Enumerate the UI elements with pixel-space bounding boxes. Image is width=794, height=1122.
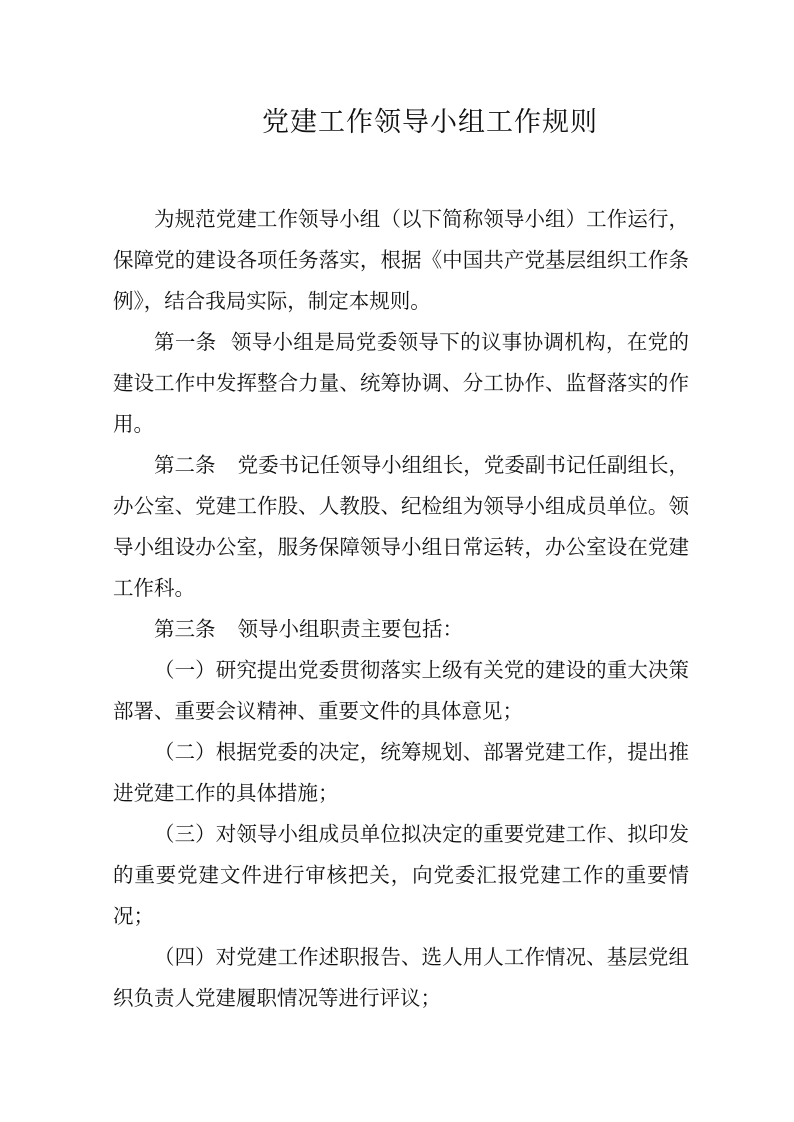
article-2-text: 党委书记任领导小组组长，党委副书记任副组长，办公室、党建工作股、人教股、纪检组为领导小组成员单位。领导小组设办公室，服务保障领导小组日常运转，办公室设在党建工作科。 [113,453,690,600]
article-1-label: 第一条 [154,330,217,354]
duty-item: （一）研究提出党委贯彻落实上级有关党的建设的重大决策部署、重要会议精神、重要文件的具体意见； [113,658,689,723]
duty-item: （三）对领导小组成员单位拟决定的重要党建工作、拟印发的重要党建文件进行审核把关，向党委汇报党建工作的重要情况； [113,822,689,928]
article-3-paragraph [113,609,689,650]
article-2-paragraph [113,445,689,609]
article-2-label: 第二条 [154,453,216,477]
duty-item: （四）对党建工作述职报告、选人用人工作情况、基层党组织负责人党建履职情况等进行评议； [113,945,689,1010]
preamble-paragraph: 为规范党建工作领导小组（以下简称领导小组）工作运行，保障党的建设各项任务落实，根据《中国共产党基层组织工作条例》，结合我局实际，制定本规则。 [113,207,689,313]
article-1-text: 领导小组是局党委领导下的议事协调机构，在党的建设工作中发挥整合力量、统筹协调、分工协作、监督落实的作用。 [113,330,690,436]
duty-item: （二）根据党委的决定，统筹规划、部署党建工作，提出推进党建工作的具体措施； [113,740,689,805]
article-3-text: 领导小组职责主要包括： [237,617,463,641]
document-title: 党建工作领导小组工作规则 [262,107,598,138]
article-1-paragraph [113,322,689,445]
document-body [113,199,689,1019]
article-3-label: 第三条 [154,617,216,641]
